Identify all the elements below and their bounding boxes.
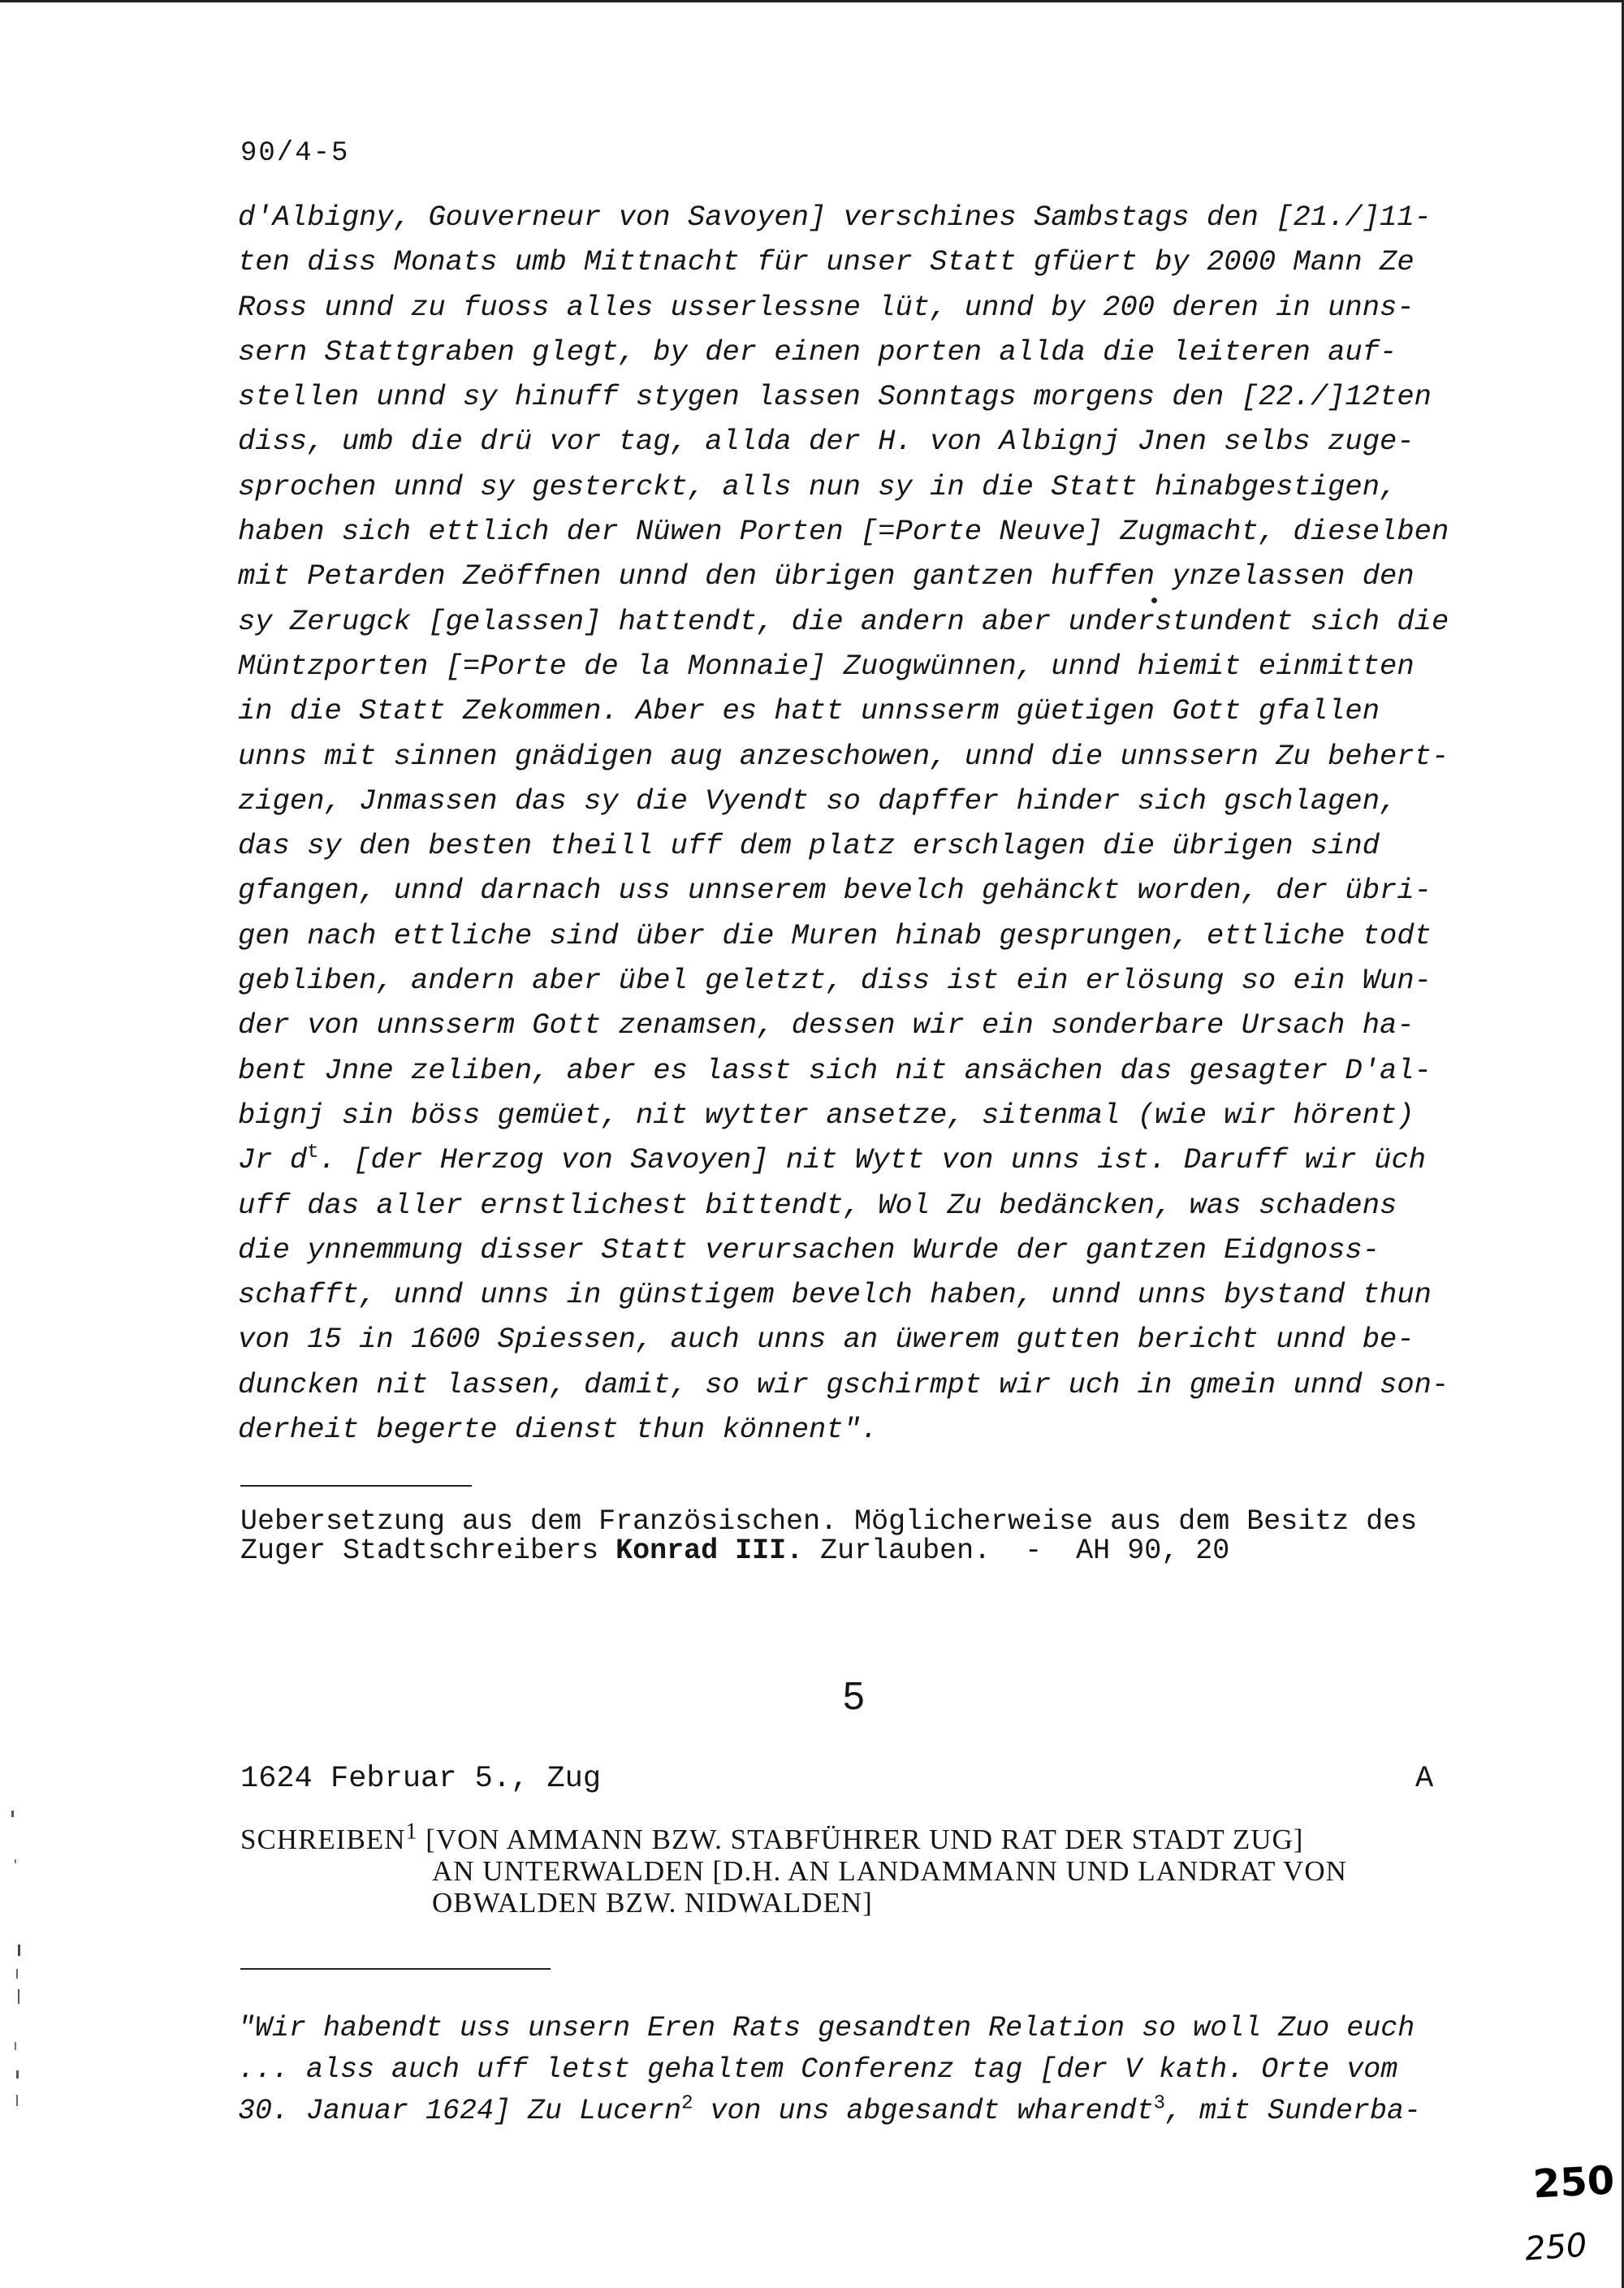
text-line: der von unnsserm Gott zenamsen, dessen wir ein sonderbare Ursach ha- <box>238 1008 1415 1043</box>
text-line: gebliben, andern aber übel geletzt, diss ist ein erlösung so ein Wun- <box>238 964 1432 998</box>
superscript: t <box>307 1142 319 1164</box>
text-line: gen nach ettliche sind über die Muren hinab gesprungen, ettliche todt <box>238 918 1432 952</box>
quote-line <box>238 2091 1421 2132</box>
text-line: zigen, Jnmassen das sy die Vyendt so dapffer hinder sich gschlagen, <box>238 784 1397 818</box>
title-line: AN UNTERWALDEN [D.H. AN LANDAMMANN UND LANDRAT VON <box>432 1855 1347 1887</box>
bold-name: Konrad III. <box>615 1535 804 1567</box>
handwritten-page-number: 250 <box>1523 2226 1588 2269</box>
document-date: 1624 Februar 5., Zug <box>240 1762 602 1796</box>
stamped-page-number: 250 <box>1531 2157 1616 2208</box>
text-line: Müntzporten [=Porte de la Monnaie] Zuogwünnen, unnd hiemit einmitten <box>238 649 1415 683</box>
text-line: haben sich ettlich der Nüwen Porten [=Porte Neuve] Zugmacht, dieselben <box>238 515 1449 549</box>
text-line: sern Stattgraben glegt, by der einen porten allda die leiteren auf- <box>238 335 1397 369</box>
text-fragment: Zuger Stadtschreibers <box>240 1535 616 1567</box>
text-line: gfangen, unnd darnach uss unnserem bevelch gehänckt worden, der übri- <box>238 874 1432 908</box>
text-line: duncken nit lassen, damit, so wir gschirmpt wir uch in gmein unnd son- <box>238 1367 1449 1401</box>
text-line: das sy den besten theill uff dem platz erschlagen die übrigen sind <box>238 829 1380 863</box>
document-number: 5 <box>843 1675 865 1718</box>
footnote <box>240 1507 1417 1565</box>
text-line: diss, umb die drü vor tag, allda der H. von Albignj Jnen selbs zuge- <box>238 425 1415 459</box>
title-line: OBWALDEN BZW. NIDWALDEN] <box>432 1887 873 1919</box>
document-letter: A <box>1415 1762 1434 1796</box>
footnote-divider <box>240 1485 472 1487</box>
page-edge-top <box>0 0 1624 2</box>
text-fragment: von uns abgesandt wharendt <box>693 2095 1154 2127</box>
text-line: die ynnemmung disser Statt verursachen Wurde der gantzen Eidgnoss- <box>238 1232 1380 1267</box>
text-line: ten diss Monats umb Mittnacht für unser Statt gfüert by 2000 Mann Ze <box>238 245 1415 279</box>
text-line: sprochen unnd sy gesterckt, alls nun sy in die Statt hinabgestigen, <box>238 469 1397 503</box>
footnote-marker: 2 <box>681 2092 693 2115</box>
text-line: schafft, unnd unns in günstigem bevelch haben, unnd unns bystand thun <box>238 1278 1432 1312</box>
text-line: von 15 in 1600 Spiessen, auch unns an üwerem gutten bericht unnd be- <box>238 1323 1415 1357</box>
page-reference: 90/4-5 <box>240 138 350 169</box>
text-fragment: Zurlauben. - AH 90, 20 <box>803 1535 1230 1567</box>
footnote-marker: 3 <box>1153 2092 1165 2115</box>
text-line: unns mit sinnen gnädigen aug anzeschowen, unnd die unnssern Zu behert- <box>238 739 1449 773</box>
footnote-marker: 1 <box>405 1819 418 1845</box>
document-title <box>240 1819 1347 1919</box>
text-line: uff das aller ernstlichest bittendt, Wol Zu bedäncken, was schadens <box>238 1188 1397 1222</box>
quote-text <box>238 2008 1421 2132</box>
text-line: in die Statt Zekommen. Aber es hatt unnsserm güetigen Gott gfallen <box>238 694 1380 728</box>
text-line: stellen unnd sy hinuff stygen lassen Sonntags morgens den [22./]12ten <box>238 380 1432 414</box>
section-divider <box>240 1968 551 1970</box>
text-line: Ross unnd zu fuoss alles usserlessne lüt, unnd by 200 deren in unns- <box>238 290 1415 324</box>
text-line: sy Zerugck [gelassen] hattendt, die andern aber understundent sich die <box>238 604 1449 638</box>
footnote-line <box>240 1536 1417 1565</box>
scan-margin-specks <box>6 1802 31 2143</box>
letter-text-body <box>238 195 1505 1452</box>
text-line: mit Petarden Zeöffnen unnd den übrigen gantzen huffen ynzelassen den <box>238 559 1415 594</box>
footnote-line: Uebersetzung aus dem Französischen. Möglicherweise aus dem Besitz des <box>240 1505 1418 1538</box>
text-line: d'Albigny, Gouverneur von Savoyen] verschines Sambstags den [21./]11- <box>238 201 1432 234</box>
text-fragment: SCHREIBEN <box>240 1824 406 1855</box>
quote-line: "Wir habendt uss unsern Eren Rats gesandten Relation so woll Zuo euch <box>238 2012 1415 2044</box>
text-line: bignj sin böss gemüet, nit wytter ansetze, sitenmal (wie wir hörent) <box>238 1098 1415 1132</box>
title-line <box>240 1819 1347 1855</box>
text-fragment: 30. Januar 1624] Zu Lucern <box>238 2095 682 2127</box>
text-line: bent Jnne zeliben, aber es lasst sich nit ansächen das gesagter D'al- <box>238 1053 1432 1087</box>
text-line-with-superscript <box>238 1138 1505 1182</box>
text-fragment: [VON AMMANN BZW. STABFÜHRER UND RAT DER STADT ZUG] <box>417 1824 1304 1855</box>
ink-speck <box>1151 598 1157 603</box>
text-line: derheit begerte dienst thun könnent". <box>238 1413 879 1447</box>
text-fragment: , mit Sunderba- <box>1165 2095 1422 2127</box>
quote-line: ... alss auch uff letst gehaltem Conferenz tag [der V kath. Orte vom <box>238 2053 1398 2086</box>
text-fragment: Jr d <box>238 1143 308 1177</box>
text-fragment: . [der Herzog von Savoyen] nit Wytt von unns ist. Daruff wir üch <box>318 1143 1427 1177</box>
